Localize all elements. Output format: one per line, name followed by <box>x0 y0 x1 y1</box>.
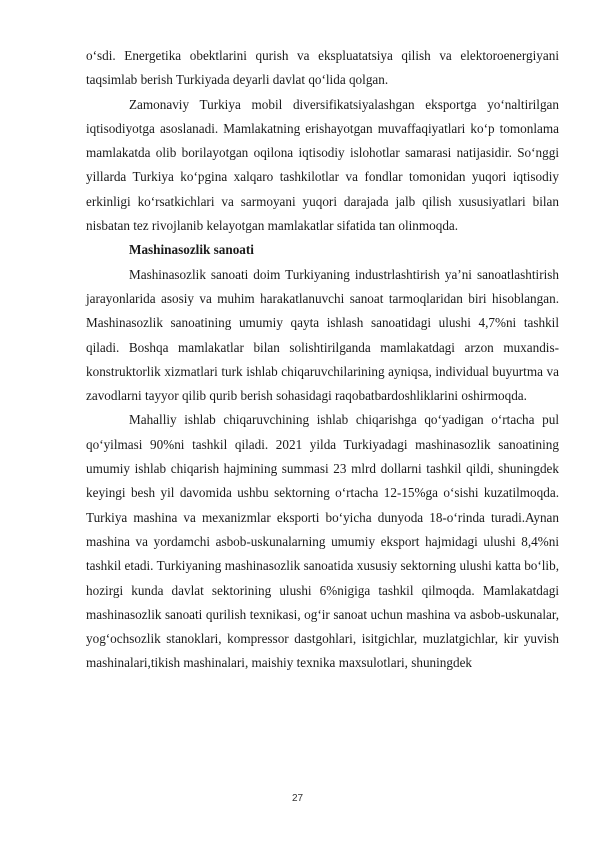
paragraph-machinery-intro: Mashinasozlik sanoati doim Turkiyaning industrlashtirish ya’ni sanoatlashtirish jarayonlarida asosiy va muhim harakatlanuvchi sanoat tarmoqlaridan biri hisoblangan. Mashinasozlik sanoatining umumiy qayta ishlash sanoatidagi ulushi 4,7%ni tashkil qiladi. Boshqa mamlakatlar bilan solishtirilganda mamlakatdagi arzon muxandis-konstruktorlik xizmatlari turk ishlab chiqaruvchilarining ayniqsa, individual buyurtma va zavodlarni tayyor qilib qurib berish sohasidagi raqobatbardoshliklarini oshirmoqda. <box>86 266 559 404</box>
page-number: 27 <box>291 793 304 804</box>
paragraph-continuation: o‘sdi. Energetika obektlarini qurish va ekspluatatsiya qilish va elektoroenergiyani taqsimlab berish Turkiyada deyarli davlat qo‘lida qolgan. <box>86 48 559 88</box>
paragraph-modern-turkey: Zamonaviy Turkiya mobil diversifikatsiyalashgan eksportga yo‘naltirilgan iqtisodiyotga asoslanadi. Mamlakatning erishayotgan muvaffaqiyatlari ko‘p tomonlama mamlakatda olib borilayotgan oqilona iqtisodiy islohotlar samarasi natijasidir. So‘nggi yillarda Turkiya ko‘pgina xalqaro tashkilotlar va fondlar tomonidan yuqori iqtisodiy erkinligi ko‘rsatkichlari va sarmoyani yuqori darajada jalb qilish xususiyatlari bilan nisbatan tez rivojlanib kelayotgan mamlakatlar sifatida tan olinmoqda. <box>86 96 559 234</box>
section-heading: Mashinasozlik sanoati <box>129 242 254 258</box>
document-page <box>86 44 559 676</box>
paragraph-machinery-stats: Mahalliy ishlab chiqaruvchining ishlab chiqarishga qo‘yadigan o‘rtacha pul qo‘yilmasi 90%ni tashkil qiladi. 2021 yilda Turkiyadagi mashinasozlik sanoatining umumiy ishlab chiqarish hajmining summasi 23 mlrd dollarni tashkil qildi, shuningdek keyingi besh yil davomida ushbu sektorning o‘rtacha 12-15%ga o‘sishi kuzatilmoqda. Turkiya mashina va mexanizmlar eksporti bo‘yicha dunyoda 18-o‘rinda turadi.Aynan mashina va yordamchi asbob-uskunalarning umumiy eksport hajmidagi ulushi 8,4%ni tashkil etadi. Turkiyaning mashinasozlik sanoatida xususiy sektorning ulushi katta bo‘lib, hozirgi kunda davlat sektorining ulushi 6%nigiga tashkil qilmoqda. Mamlakatdagi mashinasozlik sanoati qurilish texnikasi, og‘ir sanoat uchun mashina va asbob-uskunalar, yog‘ochsozlik stanoklari, kompressor dastgohlari, isitgichlar, muzlatgichlar, kir yuvish mashinalari,tikish mashinalari, maishiy texnika maxsulotlari, shuningdek <box>86 412 559 671</box>
